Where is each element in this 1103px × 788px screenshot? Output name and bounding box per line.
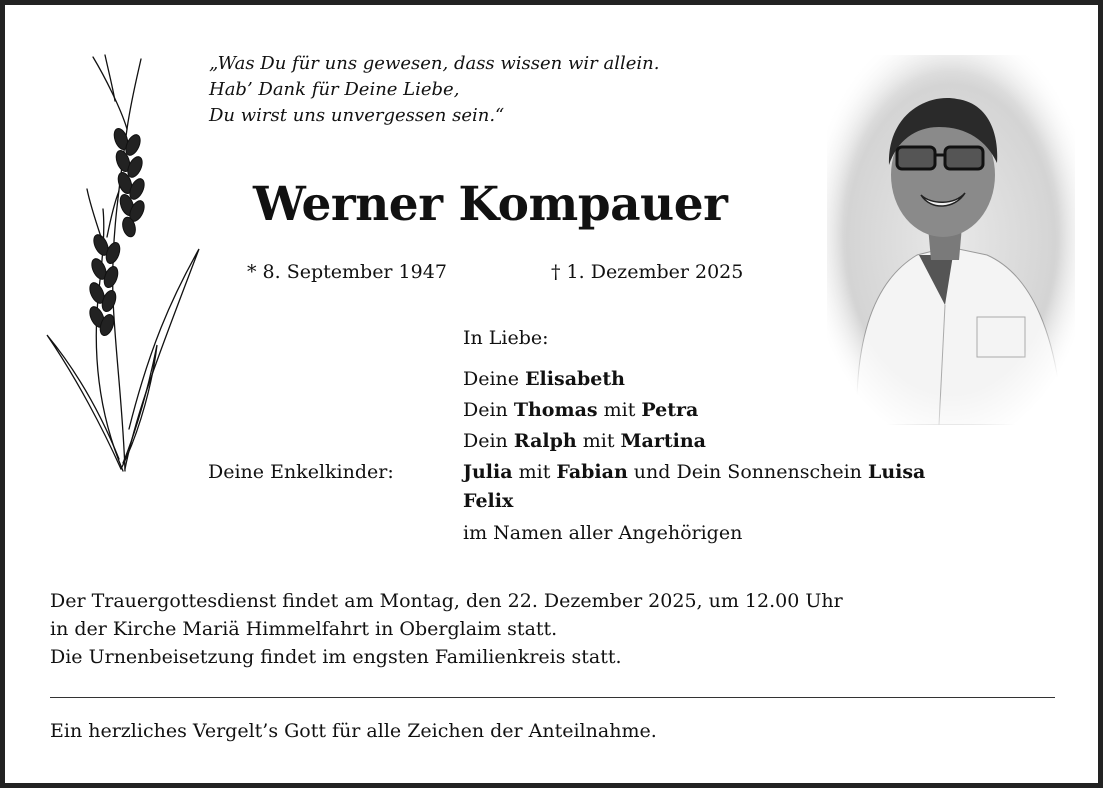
memorial-quote (209, 51, 809, 129)
mourner-prefix: Dein (463, 399, 514, 421)
mourner-line (463, 427, 706, 456)
mourner-connector: und Dein Sonnenschein (627, 461, 868, 483)
grandchild-name: Luisa (867, 461, 926, 483)
grandchild-name: Felix (463, 490, 514, 512)
mourner-prefix: Deine (463, 368, 526, 390)
grandchild-name: Julia (463, 461, 513, 483)
thanks-note: Ein herzliches Vergelt’s Gott für alle Zeichen der Anteilnahme. (50, 720, 657, 742)
wheat-ear-icon (41, 49, 201, 479)
mourner-line (463, 365, 625, 394)
birth-date: * 8. September 1947 (247, 261, 447, 283)
mourners-intro: In Liebe: (463, 327, 549, 349)
mourner-name: Thomas (513, 399, 598, 421)
mourner-name: Petra (641, 399, 699, 421)
portrait-photo (827, 55, 1075, 425)
grandchildren-line (463, 487, 513, 516)
service-line: Der Trauergottesdienst findet am Montag, den 22. Dezember 2025, um 12.00 Uhr (50, 590, 843, 612)
mourner-connector: mit (512, 461, 557, 483)
grandchild-name: Fabian (556, 461, 628, 483)
mourner-line (463, 396, 698, 425)
mourner-connector: mit (597, 399, 642, 421)
grandchildren-line (463, 458, 925, 487)
mourner-name: Ralph (513, 430, 577, 452)
deceased-name: Werner Kompauer (253, 177, 728, 232)
service-line: Die Urnenbeisetzung findet im engsten Familienkreis statt. (50, 646, 622, 668)
quote-line: Du wirst uns unvergessen sein.“ (209, 105, 505, 126)
mourner-name: Martina (620, 430, 706, 452)
quote-line: „Was Du für uns gewesen, dass wissen wir allein. (209, 53, 660, 74)
mourners-closing: im Namen aller Angehörigen (463, 522, 743, 544)
mourner-name: Elisabeth (525, 368, 625, 390)
death-date: † 1. Dezember 2025 (551, 261, 744, 283)
grandchildren-label: Deine Enkelkinder: (208, 461, 394, 483)
mourner-prefix: Dein (463, 430, 514, 452)
service-info (50, 587, 1070, 671)
divider (50, 697, 1055, 698)
quote-line: Hab’ Dank für Deine Liebe, (209, 79, 460, 100)
service-line: in der Kirche Mariä Himmelfahrt in Oberglaim statt. (50, 618, 558, 640)
mourner-connector: mit (576, 430, 621, 452)
